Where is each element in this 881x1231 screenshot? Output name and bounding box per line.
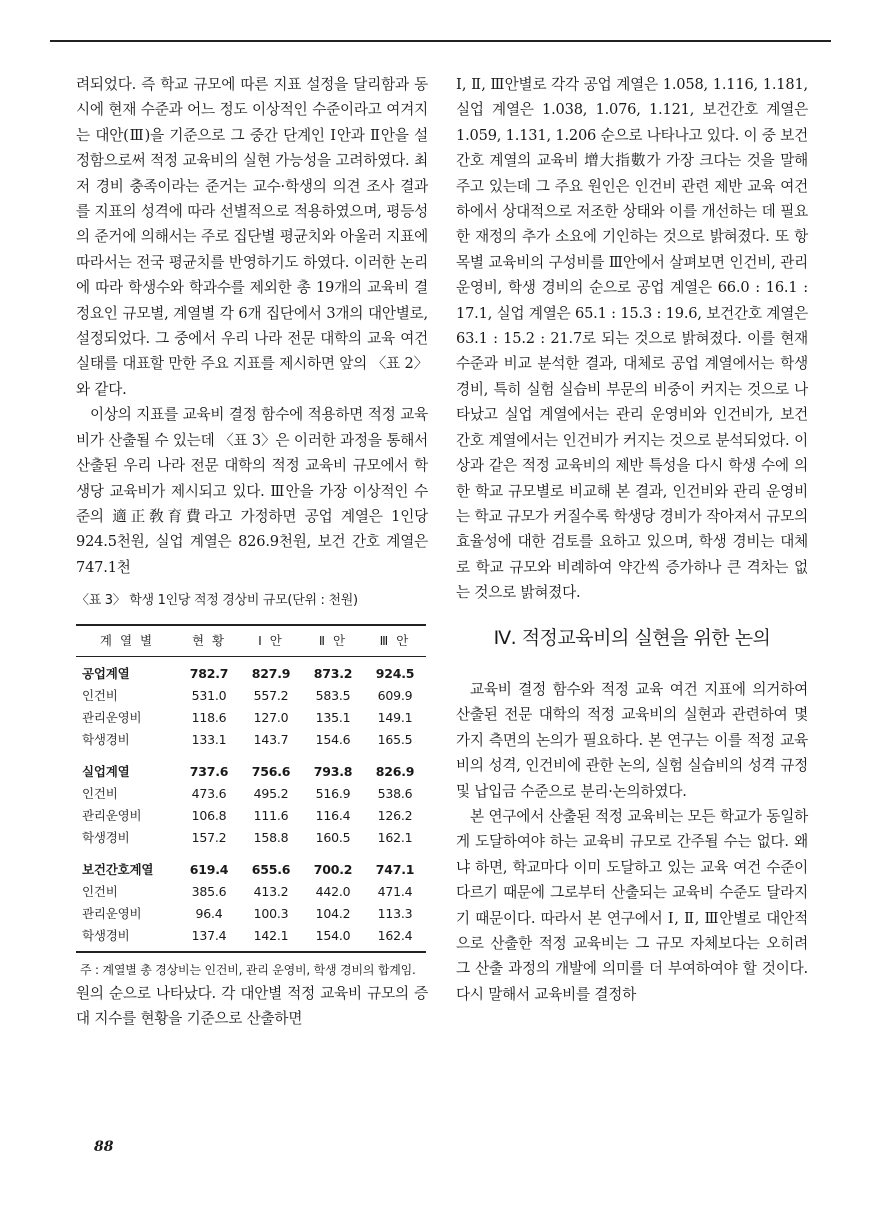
table-cell: 106.8	[191, 807, 227, 823]
table-cell: 158.8	[253, 829, 289, 845]
table-group-row	[76, 859, 426, 881]
table-cell: 104.2	[315, 905, 351, 921]
table-cell: 135.1	[315, 709, 351, 725]
body-paragraph: Ⅰ, Ⅱ, Ⅲ안별로 각각 공업 계열은 1.058, 1.116, 1.181, 실업 계열은 1.038, 1.076, 1.121, 보건간호 계열은 1.059, 1.131, 1.206 순으로 나타나고 있다. 이 중 보건 간호 계열의 교육비 增大指數가 가장 크다는 것을 말해주고 있는데 그 주요 원인은 인건비 관련 제반 교육 여건 하에서 상대적으로 저조한 상태와 이를 개선하는 데 필요한 재정의 추가 소요에 기인하는 것으로 밝혀졌다. 또 항목별 교육비의 구성비를 Ⅲ안에서 살펴보면 인건비, 관리 운영비, 학생 경비의 순으로 공업 계열은 66.0 : 16.1 : 17.1, 실업 계열은 65.1 : 15.3 : 19.6, 보건간호 계열은 63.1 : 15.2 : 21.7로 되는 것으로 밝혀졌다. 이를 현재 수준과 비교 분석한 결과, 대체로 공업 계열에서는 학생 경비, 특히 실험 실습비 부문의 비중이 커지는 것으로 나타났고 실업 계열에서는 관리 운영비와 인건비가, 보건 간호 계열에서는 인건비가 커지는 것으로 분석되었다. 이상과 같은 적정 교육비의 제반 특성을 다시 학생 수에 의한 학교 규모별로 비교해 본 결과, 인건비와 관리 운영비는 학교 규모가 커질수록 학생당 경비가 작아져서 규모의 효율성에 대한 검토를 요하고 있으며, 학생 경비는 대체로 학교 규모와 비례하여 약간씩 증가하나 큰 격차는 없는 것으로 밝혀졌다.	[456, 76, 808, 602]
table-cell: 471.4	[377, 883, 413, 899]
table-group-row	[76, 761, 426, 783]
table-cell: 826.9	[375, 763, 415, 779]
table-row	[76, 805, 426, 827]
table-row	[76, 707, 426, 729]
row-label: 관리운영비	[82, 905, 142, 921]
table-cell: 473.6	[191, 785, 227, 801]
row-label: 공업계열	[82, 665, 130, 681]
body-paragraph: 교육비 결정 함수와 적정 교육 여건 지표에 의거하여 산출된 전문 대학의 적정 교육비의 실현과 관련하여 몇 가지 측면의 논의가 필요하다. 본 연구는 이를 적정 교육비의 성격, 인건비에 관한 논의, 실험 실습비의 성격 규정 및 납입금 수준으로 분리·논의하였다.	[456, 680, 808, 800]
table-caption: 〈표 3〉 학생 1인당 적정 경상비 규모(단위 : 천원)	[76, 593, 358, 609]
row-label: 실업계열	[82, 763, 130, 779]
table-cell: 756.6	[251, 763, 291, 779]
table-cell: 737.6	[189, 763, 229, 779]
table-cell: 609.9	[377, 687, 413, 703]
row-label: 학생경비	[82, 927, 130, 943]
table-row	[76, 925, 426, 952]
table-cell: 137.4	[191, 927, 227, 943]
table-cell: 538.6	[377, 785, 413, 801]
header-cell: 현 황	[178, 625, 240, 657]
table-cell: 111.6	[253, 807, 289, 823]
row-label: 학생경비	[82, 731, 130, 747]
table-cell: 118.6	[191, 709, 227, 725]
table-row	[76, 881, 426, 903]
table-cell: 827.9	[251, 665, 291, 681]
table-cell: 162.1	[377, 829, 413, 845]
table-cell: 655.6	[251, 861, 291, 877]
table-cell: 531.0	[191, 687, 227, 703]
top-rule	[50, 40, 831, 42]
table-spacer-row	[76, 751, 426, 761]
table-row	[76, 729, 426, 751]
row-label: 관리운영비	[82, 807, 142, 823]
table-3	[76, 588, 428, 980]
cost-table	[76, 624, 426, 953]
table-cell: 162.4	[377, 927, 413, 943]
table-note: 주 : 계열별 총 경상비는 인건비, 관리 운영비, 학생 경비의 합계임.	[80, 962, 416, 977]
header-cell: Ⅰ 안	[240, 625, 302, 657]
body-paragraph: 이상의 지표를 교육비 결정 함수에 적용하면 적정 교육비가 산출될 수 있는데 〈표 3〉은 이러한 과정을 통해서 산출된 우리 나라 전문 대학의 적정 교육비 규모에서 학생당 교육비가 제시되고 있다. Ⅲ안을 가장 이상적인 수준의 適正敎育費라고 가정하면 공업 계열은 1인당 924.5천원, 실업 계열은 826.9천원, 보건 간호 계열은 747.1천	[76, 406, 428, 576]
table-cell: 385.6	[191, 883, 227, 899]
table-cell: 100.3	[253, 905, 289, 921]
header-cell: Ⅱ 안	[302, 625, 364, 657]
body-paragraph: 본 연구에서 산출된 적정 교육비는 모든 학교가 동일하게 도달하여야 하는 교육비 규모로 간주될 수는 없다. 왜냐 하면, 학교마다 이미 도달하고 있는 교육 여건 수준이 다르기 때문에 그로부터 산출되는 교육비 수준도 달라지기 때문이다. 따라서 본 연구에서 Ⅰ, Ⅱ, Ⅲ안별로 대안적으로 산출한 적정 교육비는 그 규모 자체보다는 오히려 그 산출 과정의 개발에 의미를 더 부여하여야 할 것이다. 다시 말해서 교육비를 결정하	[456, 807, 808, 1003]
section-heading: Ⅳ. 적정교육비의 실현을 위한 논의	[493, 626, 771, 649]
table-cell: 873.2	[313, 665, 353, 681]
table-cell: 113.3	[377, 905, 413, 921]
table-cell: 583.5	[315, 687, 351, 703]
page-number: 88	[94, 1139, 114, 1155]
table-spacer-row	[76, 849, 426, 859]
table-cell: 557.2	[253, 687, 289, 703]
table-cell: 96.4	[195, 905, 223, 921]
left-column	[76, 72, 428, 1031]
table-cell: 442.0	[315, 883, 351, 899]
table-cell: 924.5	[375, 665, 415, 681]
table-cell: 157.2	[191, 829, 227, 845]
row-label: 보건간호계열	[82, 861, 154, 877]
header-cell: Ⅲ 안	[364, 625, 426, 657]
table-row	[76, 827, 426, 849]
row-label: 관리운영비	[82, 709, 142, 725]
table-cell: 495.2	[253, 785, 289, 801]
body-paragraph: 려되었다. 즉 학교 규모에 따른 지표 설정을 달리함과 동시에 현재 수준과 어느 정도 이상적인 수준이라고 여겨지는 대안(Ⅲ)을 기준으로 그 중간 단계인 Ⅰ안과 Ⅱ안을 설정함으로써 적정 교육비의 실현 가능성을 고려하였다. 최저 경비 충족이라는 준거는 교수·학생의 의견 조사 결과를 지표의 성격에 따라 선별적으로 적용하였으며, 평등성의 준거에 의해서는 주로 집단별 평균치와 아울러 지표에 따라서는 전국 평균치를 반영하기도 하였다. 이러한 논리에 따라 학생수와 학과수를 제외한 총 19개의 교육비 결정요인 규모별, 계열별 각 6개 집단에서 3개의 대안별로, 설정되었다. 그 중에서 우리 나라 전문 대학의 교육 여건 실태를 대표할 만한 주요 지표를 제시하면 앞의 〈표 2〉와 같다.	[76, 76, 428, 398]
table-cell: 165.5	[377, 731, 413, 747]
table-header-row	[76, 625, 426, 657]
table-cell: 160.5	[315, 829, 351, 845]
table-row	[76, 903, 426, 925]
table-bottom-rule	[76, 952, 426, 953]
table-cell: 154.0	[315, 927, 351, 943]
table-cell: 619.4	[189, 861, 229, 877]
body-paragraph: 원의 순으로 나타났다. 각 대안별 적정 교육비 규모의 증대 지수를 현황을 기준으로 산출하면	[76, 984, 428, 1027]
right-column	[456, 72, 808, 1007]
row-label: 학생경비	[82, 829, 130, 845]
table-cell: 793.8	[313, 763, 353, 779]
table-cell: 154.6	[315, 731, 351, 747]
table-cell: 149.1	[377, 709, 413, 725]
table-cell: 782.7	[189, 665, 229, 681]
table-cell: 133.1	[191, 731, 227, 747]
row-label: 인건비	[82, 687, 118, 703]
table-cell: 116.4	[315, 807, 351, 823]
table-cell: 126.2	[377, 807, 413, 823]
table-cell: 413.2	[253, 883, 289, 899]
table-cell: 700.2	[313, 861, 353, 877]
table-group-row	[76, 656, 426, 685]
table-row	[76, 685, 426, 707]
table-row	[76, 783, 426, 805]
row-label: 인건비	[82, 883, 118, 899]
header-cell: 계 열 별	[76, 625, 178, 657]
table-cell: 747.1	[375, 861, 415, 877]
table-cell: 142.1	[253, 927, 289, 943]
table-cell: 127.0	[253, 709, 289, 725]
table-cell: 143.7	[253, 731, 289, 747]
row-label: 인건비	[82, 785, 118, 801]
table-cell: 516.9	[315, 785, 351, 801]
